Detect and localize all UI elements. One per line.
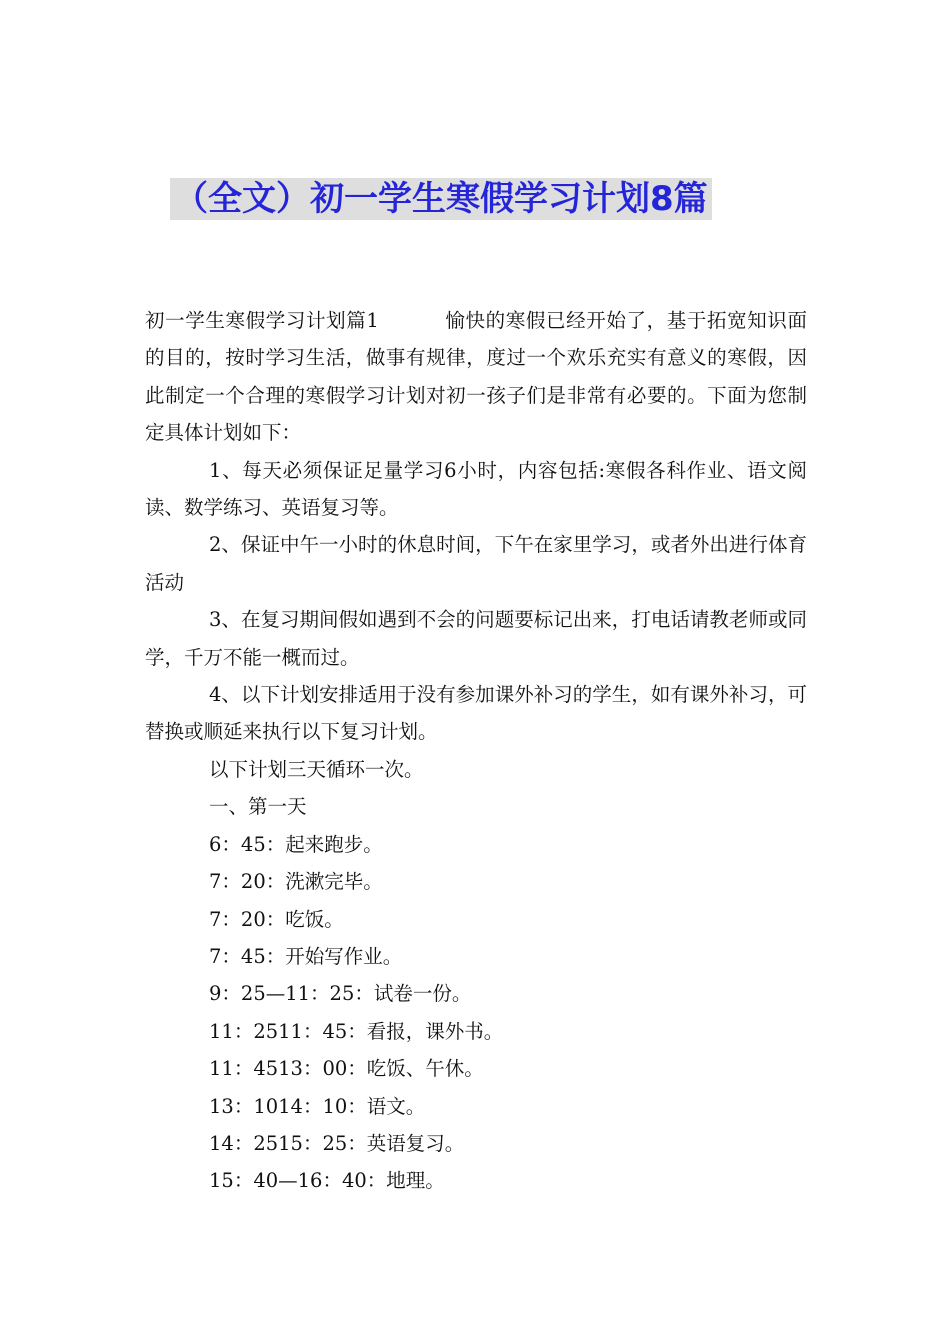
- schedule-line: 15：40—16：40：地理。: [209, 1169, 445, 1193]
- schedule-line: 14：2515：25：英语复习。: [209, 1131, 465, 1155]
- schedule-line: 7：45：开始写作业。: [209, 944, 403, 968]
- plan-item-3: 3、在复习期间假如遇到不会的问题要标记出来，打电话请教老师或同学，千万不能一概而过。: [145, 608, 807, 669]
- schedule-line: 9：25—11：25：试卷一份。: [209, 982, 472, 1006]
- intro-paragraph: [145, 302, 807, 452]
- plan-item-2: 2、保证中午一小时的休息时间，下午在家里学习，或者外出进行体育活动: [145, 533, 807, 594]
- schedule-line: 6：45：起来跑步。: [209, 832, 383, 856]
- schedule-line: 11：4513：00：吃饭、午休。: [209, 1057, 484, 1081]
- schedule-line: 7：20：吃饭。: [209, 907, 344, 931]
- cycle-note: 以下计划三天循环一次。: [209, 757, 424, 781]
- document-body: [145, 302, 807, 1200]
- schedule-line: 7：20：洗漱完毕。: [209, 870, 383, 894]
- document-title: （全文）初一学生寒假学习计划8篇: [170, 178, 712, 220]
- schedule-line: 13：1014：10：语文。: [209, 1094, 426, 1118]
- plan-item-1: 1、每天必须保证足量学习6小时，内容包括:寒假各科作业、语文阅读、数学练习、英语复习等。: [145, 458, 807, 520]
- day-heading: 一、第一天: [209, 795, 307, 819]
- intro-text: 愉快的寒假已经开始了，基于拓宽知识面的目的，按时学习生活，做事有规律，度过一个欢乐充实有意义的寒假，因此制定一个合理的寒假学习计划对初一孩子们是非常有必要的。下面为您制定具体计划如下：: [145, 309, 807, 445]
- intro-heading: 初一学生寒假学习计划篇1: [145, 309, 379, 332]
- plan-item-4: 4、以下计划安排适用于没有参加课外补习的学生，如有课外补习，可替换或顺延来执行以下复习计划。: [145, 683, 807, 744]
- schedule-line: 11：2511：45：看报，课外书。: [209, 1019, 504, 1043]
